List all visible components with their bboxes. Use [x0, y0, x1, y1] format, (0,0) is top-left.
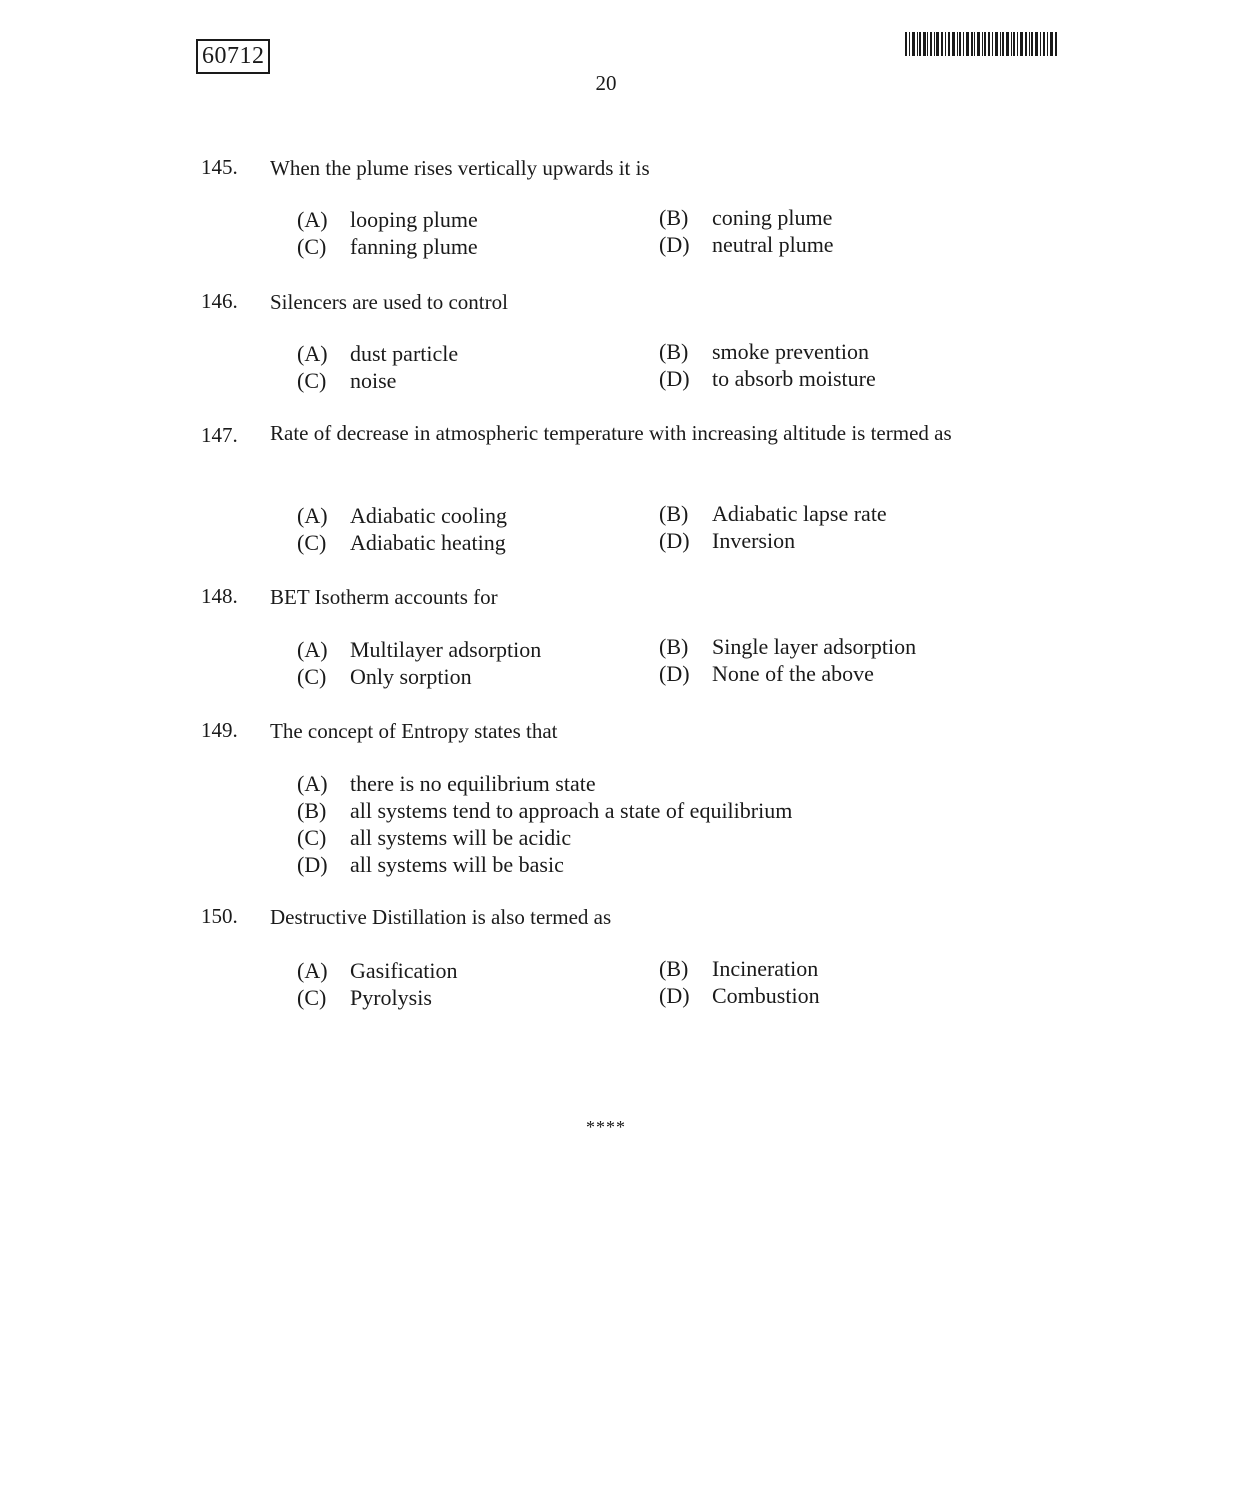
option-a [297, 957, 458, 984]
question-number: 145. [201, 155, 238, 179]
option-d [297, 851, 564, 878]
option-letter: (B) [659, 501, 689, 526]
option-text: there is no equilibrium state [350, 771, 596, 796]
option-text: neutral plume [712, 232, 834, 257]
option-c [297, 663, 472, 690]
option-c [297, 233, 478, 260]
option-text: Gasification [350, 958, 458, 983]
option-text: all systems will be acidic [350, 825, 572, 850]
option-a [297, 502, 507, 529]
option-d [659, 660, 874, 687]
option-text: fanning plume [350, 234, 478, 259]
option-letter: (A) [297, 207, 328, 232]
option-text: Inversion [712, 528, 796, 553]
option-b [659, 204, 832, 231]
page-number: 20 [595, 71, 617, 95]
barcode-image [905, 32, 1058, 56]
option-text: Adiabatic cooling [350, 503, 508, 528]
option-letter: (A) [297, 637, 328, 662]
option-text: Incineration [712, 956, 819, 981]
option-letter: (B) [659, 339, 689, 364]
question-number: 146. [201, 289, 238, 313]
paper-code-box [196, 39, 270, 74]
question-text: The concept of Entropy states that [270, 719, 558, 743]
option-text: all systems will be basic [350, 852, 564, 877]
option-letter: (A) [297, 771, 328, 796]
option-c [297, 529, 506, 556]
option-text: Pyrolysis [350, 985, 432, 1010]
option-b [659, 633, 916, 660]
question-number: 150. [201, 904, 238, 928]
option-letter: (B) [659, 956, 689, 981]
option-letter: (D) [659, 366, 690, 391]
option-a [297, 340, 458, 367]
option-letter: (A) [297, 503, 328, 528]
option-letter: (A) [297, 958, 328, 983]
option-a [297, 636, 541, 663]
option-letter: (D) [659, 661, 690, 686]
option-text: looping plume [350, 207, 478, 232]
option-b [297, 797, 792, 824]
option-b [659, 955, 818, 982]
option-letter: (D) [659, 983, 690, 1008]
question-number: 149. [201, 718, 238, 742]
option-a [297, 206, 478, 233]
option-text: Multilayer adsorption [350, 637, 542, 662]
option-text: dust particle [350, 341, 459, 366]
option-b [659, 500, 887, 527]
option-text: Single layer adsorption [712, 634, 917, 659]
option-d [659, 231, 834, 258]
option-text: Adiabatic heating [350, 530, 506, 555]
option-c [297, 984, 432, 1011]
question-text: Destructive Distillation is also termed as [270, 905, 612, 929]
option-letter: (D) [297, 852, 328, 877]
option-c [297, 367, 396, 394]
option-text: Only sorption [350, 664, 472, 689]
option-letter: (A) [297, 341, 328, 366]
end-of-paper-mark: **** [586, 1117, 626, 1137]
option-a [297, 770, 596, 797]
option-letter: (B) [659, 205, 689, 230]
option-b [659, 338, 869, 365]
option-letter: (D) [659, 232, 690, 257]
question-text: Rate of decrease in atmospheric temperature with increasing altitude is termed as [270, 421, 952, 445]
option-d [659, 527, 795, 554]
question-text: Silencers are used to control [270, 290, 508, 314]
option-letter: (B) [659, 634, 689, 659]
option-letter: (C) [297, 234, 327, 259]
option-text: None of the above [712, 661, 874, 686]
question-text: BET Isotherm accounts for [270, 585, 498, 609]
option-letter: (C) [297, 368, 327, 393]
option-text: Adiabatic lapse rate [712, 501, 887, 526]
option-text: Combustion [712, 983, 820, 1008]
option-d [659, 365, 876, 392]
option-letter: (C) [297, 985, 327, 1010]
question-number: 147. [201, 423, 238, 447]
paper-code: 60712 [202, 43, 265, 69]
option-text: noise [350, 368, 397, 393]
option-letter: (C) [297, 530, 327, 555]
option-d [659, 982, 820, 1009]
question-text: When the plume rises vertically upwards it is [270, 156, 650, 180]
option-text: coning plume [712, 205, 833, 230]
option-letter: (D) [659, 528, 690, 553]
option-letter: (B) [297, 798, 327, 823]
option-text: all systems tend to approach a state of equilibrium [350, 798, 793, 823]
option-letter: (C) [297, 664, 327, 689]
option-text: to absorb moisture [712, 366, 876, 391]
question-number: 148. [201, 584, 238, 608]
option-text: smoke prevention [712, 339, 870, 364]
option-c [297, 824, 571, 851]
option-letter: (C) [297, 825, 327, 850]
